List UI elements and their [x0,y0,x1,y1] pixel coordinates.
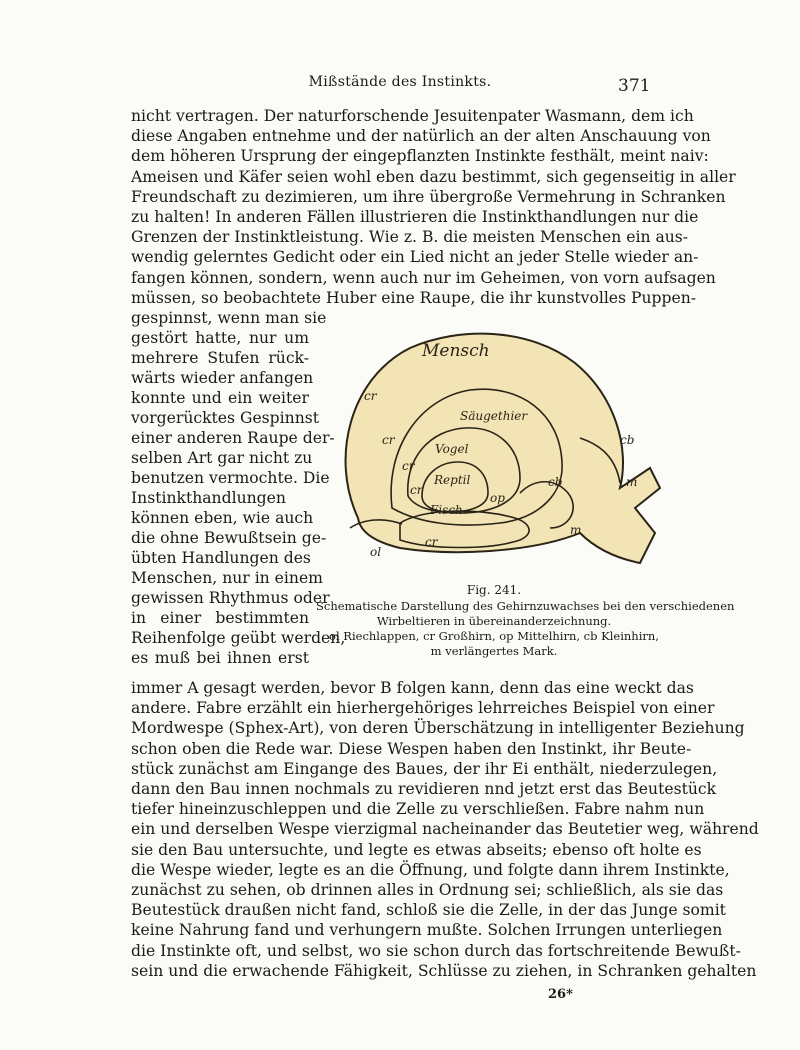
figure-caption-line: Schematische Darstellung des Gehirnzuwachses bei den verschiedenen [316,599,735,613]
text-line: Ameisen und Käfer seien wohl eben dazu bestimmt, sich gegenseitig in aller [131,167,736,186]
text-line: einer anderen Raupe der- [131,429,335,447]
label-fisch: Fisch [430,503,463,517]
text-line: andere. Fabre erzählt ein hierhergehöriges lehrreiches Beispiel von einer [131,699,715,718]
label-saeugethier: Säugethier [460,409,528,423]
text-line: vorgerücktes Gespinnst [131,409,320,427]
text-line: die Wespe wieder, legte es an die Öffnung, und folgte dann ihrem Instinkte, [131,860,730,879]
page-number: 371 [618,76,651,96]
label-op: op [490,491,505,505]
running-title: Mißstände des Instinkts. [308,74,492,90]
label-m-1: m [626,475,638,489]
label-cr-2: cr [382,433,395,447]
text-line: ein und derselben Wespe vierzigmal nacheinander das Beutetier weg, während [131,820,759,839]
label-vogel: Vogel [435,442,469,456]
text-line: übten Handlungen des [131,549,311,567]
text-line: dann den Bau innen nochmals zu revidieren nnd jetzt erst das Beutestück [131,780,717,798]
text-line: zu halten! In anderen Fällen illustrieren die Instinkthandlungen nur die [131,208,699,226]
text-line: in einer bestimmten [131,609,309,627]
text-line: dem höheren Ursprung der eingepflanzten Instinkte festhält, meint naiv: [131,147,709,166]
text-line: Grenzen der Instinktleistung. Wie z. B. die meisten Menschen ein aus- [131,228,689,247]
text-line: selben Art gar nicht zu [131,449,313,467]
text-line: Menschen, nur in einem [131,569,323,587]
text-line: Reihenfolge geübt werden, [131,629,346,647]
label-cb-1: cb [620,433,635,447]
label-mensch: Mensch [422,341,490,361]
text-line: immer A gesagt werden, bevor B folgen kann, denn das eine weckt das [131,679,694,697]
text-line: mehrere Stufen rück- [131,349,309,367]
text-line: die Instinkte oft, und selbst, wo sie schon durch das fortschreitende Bewußt- [131,941,741,960]
text-line: gestört hatte, nur um [131,329,309,347]
text-line: keine Nahrung fand und verhungern mußte. Solchen Irrungen unterliegen [131,921,723,940]
text-line: Instinkthandlungen [131,489,286,507]
text-line: nicht vertragen. Der naturforschende Jesuitenpater Wasmann, dem ich [131,107,694,125]
label-reptil: Reptil [434,473,471,487]
figure-number: Fig. 241. [466,583,522,597]
text-line: konnte und ein weiter [131,389,309,407]
label-cr-4: cr [410,483,423,497]
figure-caption-line: ol Riechlappen, cr Großhirn, op Mittelhirn, cb Kleinhirn, [329,629,659,643]
label-ol: ol [370,545,382,559]
text-line: diese Angaben entnehme und der natürlich an der alten Anschauung von [131,127,711,146]
figure-caption-line: m verlängertes Mark. [430,644,558,658]
label-cb-2: cb [548,475,563,489]
text-line: die ohne Bewußtsein ge- [131,529,327,547]
label-cr-5: cr [425,535,438,549]
text-line: Mordwespe (Sphex-Art), von deren Überschätzung in intelligenter Beziehung [131,719,745,738]
text-line: stück zunächst am Eingange des Baues, der ihr Ei enthält, niederzulegen, [131,759,718,778]
text-line: können eben, wie auch [131,509,314,527]
text-line: sie den Bau untersuchte, und legte es etwas abseits; ebenso oft holte es [131,840,702,859]
brain-outline-mensch [346,334,660,563]
label-m-2: m [570,523,582,537]
text-line: schon oben die Rede war. Diese Wespen haben den Instinkt, ihr Beute- [131,739,692,758]
figure-caption-line: Wirbeltieren in übereinanderzeichnung. [376,614,612,628]
text-line: es muß bei ihnen erst [131,649,309,667]
text-line: sein und die erwachende Fähigkeit, Schlüsse zu ziehen, in Schranken gehalten [131,961,757,980]
text-line: müssen, so beobachtete Huber eine Raupe, die ihr kunstvolles Puppen- [131,288,697,307]
text-line: tiefer hineinzuschleppen und die Zelle zu verschließen. Fabre nahm nun [131,800,705,819]
text-line: wendig gelerntes Gedicht oder ein Lied nicht an jeder Stelle wieder an- [131,248,699,267]
sheet-signature: 26* [548,987,573,1002]
text-line: fangen können, sondern, wenn auch nur im Geheimen, von vorn aufsagen [131,268,716,287]
text-line: gespinnst, wenn man sie [131,309,327,327]
text-line: zunächst zu sehen, ob drinnen alles in Ordnung sei; schließlich, als sie das [131,881,724,899]
text-line: wärts wieder anfangen [131,369,314,387]
label-cr-3: cr [402,459,415,473]
text-line: Freundschaft zu dezimieren, um ihre übergroße Vermehrung in Schranken [131,187,726,206]
text-line: benutzen vermochte. Die [131,469,330,487]
label-cr-1: cr [364,389,377,403]
text-line: Beutestück draußen nicht fand, schloß sie die Zelle, in der das Junge somit [131,901,726,920]
text-line: gewissen Rhythmus oder [131,589,330,607]
brain-figure [330,318,666,578]
outline-mensch-path [346,334,660,563]
